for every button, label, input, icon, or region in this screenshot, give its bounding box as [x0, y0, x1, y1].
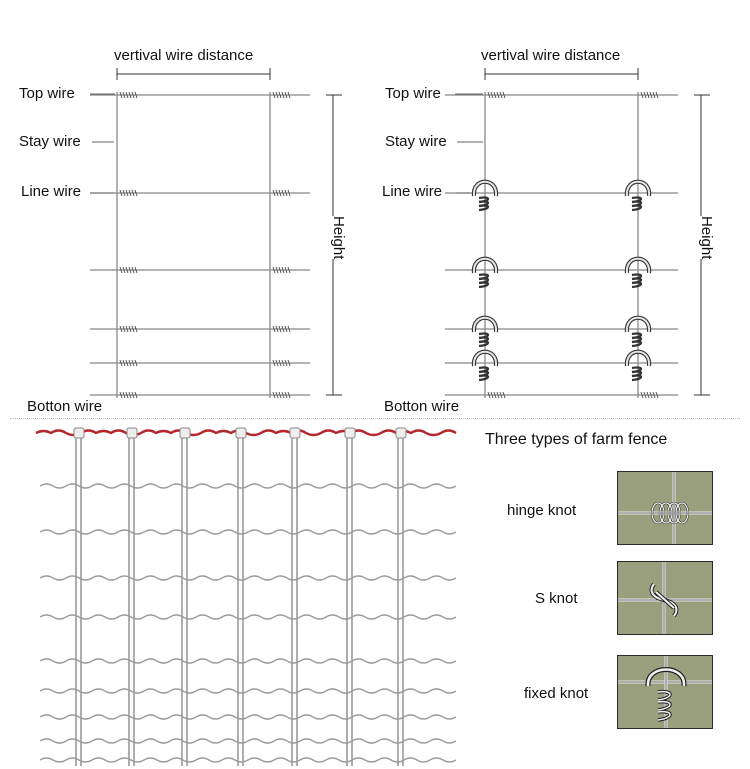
- right-bottom-wire-label: Botton wire: [384, 398, 460, 415]
- mesh-top-clip: [74, 428, 84, 438]
- fixed-knot-icon: [617, 655, 713, 729]
- right-stay-wire-label: Stay wire: [385, 133, 447, 150]
- hinge-knot-icon: [617, 471, 713, 545]
- mesh-top-clip: [127, 428, 137, 438]
- mesh-line-wire: [40, 484, 456, 488]
- left-bottom-wire-label: Botton wire: [27, 398, 103, 415]
- right-distance-label: vertival wire distance: [481, 47, 621, 64]
- fixed-knot-label: fixed knot: [524, 685, 589, 702]
- mesh-top-clip: [345, 428, 355, 438]
- left-stay-wire-label: Stay wire: [19, 133, 81, 150]
- mesh-top-clip: [290, 428, 300, 438]
- s-knot-icon: [617, 561, 713, 635]
- mesh-top-clip: [396, 428, 406, 438]
- mesh-top-clip: [236, 428, 246, 438]
- right-top-wire-label: Top wire: [385, 85, 441, 102]
- mesh-line-wire: [40, 576, 456, 580]
- knot-types-title: Three types of farm fence: [485, 431, 668, 448]
- left-height-label: Height: [330, 216, 347, 260]
- left-distance-label: vertival wire distance: [114, 47, 254, 64]
- mesh-line-wire: [40, 659, 456, 663]
- right-height-label: Height: [698, 216, 715, 260]
- mesh-line-wire: [40, 615, 456, 619]
- mesh-line-wire: [40, 530, 456, 534]
- mesh-line-wire: [40, 715, 456, 719]
- mesh-line-wire: [40, 739, 456, 743]
- left-line-wire-label: Line wire: [21, 183, 82, 200]
- s-knot-label: S knot: [535, 590, 578, 607]
- mesh-top-clip: [180, 428, 190, 438]
- mesh-line-wire: [40, 758, 456, 762]
- mesh-line-wire: [40, 689, 456, 693]
- hinge-knot-label: hinge knot: [507, 502, 577, 519]
- left-top-wire-label: Top wire: [19, 85, 75, 102]
- right-line-wire-label: Line wire: [382, 183, 443, 200]
